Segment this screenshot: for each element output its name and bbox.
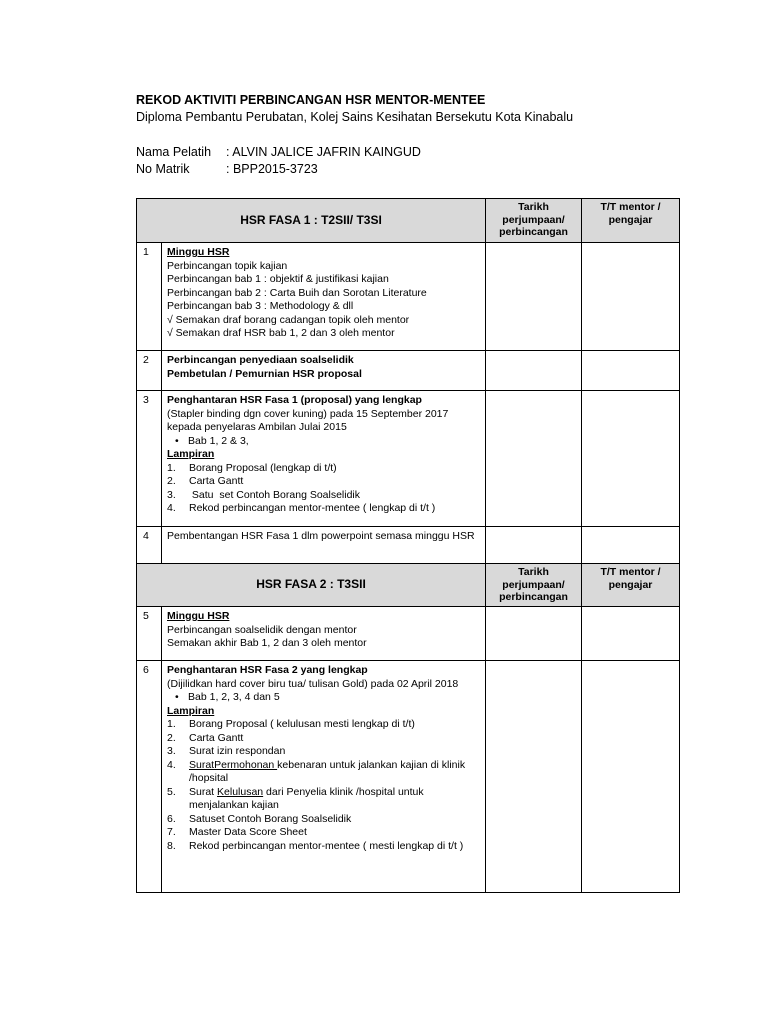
bullet-icon: • [175,434,179,447]
table-row [137,351,680,391]
row-content [162,351,486,391]
row2-line: Pembetulan / Pemurnian HSR proposal [167,367,362,380]
matrik-label: No Matrik [136,162,190,176]
table-row [137,527,680,564]
date-cell[interactable] [486,607,582,661]
list-item: 8. Rekod perbincangan mentor-mentee ( mesti lengkap di t/t ) [167,839,464,852]
row2-line: Perbincangan penyediaan soalselidik [167,354,354,366]
document-title: REKOD AKTIVITI PERBINCANGAN HSR MENTOR-MENTEE [136,93,486,107]
list-item: 4. SuratPermohonan kebenaran untuk jalankan kajian di klinik /hopsital [167,758,466,784]
date-cell[interactable] [486,243,582,351]
row5-heading: Minggu HSR [167,610,230,622]
lampiran-heading: Lampiran [167,448,215,460]
date-cell[interactable] [486,661,582,893]
phase2-date-header: Tarikh perjumpaan/ perbincangan [486,564,582,607]
row-content [162,661,486,893]
row-number: 5 [137,607,162,661]
row-number: 6 [137,661,162,893]
phase1-date-header: Tarikh perjumpaan/ perbincangan [486,199,582,243]
bullet-icon: • [175,691,179,703]
row3-heading: Penghantaran HSR Fasa 1 (proposal) yang lengkap [167,394,422,406]
row5-line: Perbincangan soalselidik dengan mentor [167,623,357,636]
phase1-title: HSR FASA 1 : T2SII/ T3SI [137,199,486,243]
row-content [162,243,486,351]
bullet-item [167,435,481,449]
activity-table [136,198,680,893]
row5-line: Semakan akhir Bab 1, 2 dan 3 oleh mentor [167,637,367,649]
row1-line: Perbincangan bab 3 : Methodology & dll [167,300,354,312]
signature-cell[interactable] [582,243,680,351]
signature-cell[interactable] [582,607,680,661]
list-item: 2. Carta Gantt [167,731,244,744]
phase2-sign-header: T/T mentor / pengajar [582,564,680,607]
signature-cell[interactable] [582,527,680,564]
list-item: 3. Surat izin respondan [167,745,286,757]
list-item: 6. Satuset Contoh Borang Soalselidik [167,812,352,825]
bullet-item [167,691,481,705]
table-row [137,607,680,661]
row-number: 1 [137,243,162,351]
row-content: Pembentangan HSR Fasa 1 dlm powerpoint semasa minggu HSR [162,527,486,564]
phase1-header-row [137,199,680,243]
bullet-text: Bab 1, 2 & 3, [188,434,249,447]
table-row [137,391,680,527]
phase2-header-row [137,564,680,607]
matrik-value: : BPP2015-3723 [226,162,318,176]
list-item: 4. Rekod perbincangan mentor-mentee ( lengkap di t/t ) [167,502,436,514]
row-number: 3 [137,391,162,527]
list-item: 1. Borang Proposal (lengkap di t/t) [167,461,337,474]
row-content [162,391,486,527]
matrik-row [136,162,318,176]
row-number: 4 [137,527,162,564]
row-number: 2 [137,351,162,391]
list-item: 7. Master Data Score Sheet [167,826,307,838]
list-item: 2. Carta Gantt [167,475,244,487]
row3-line: kepada penyelaras Ambilan Julai 2015 [167,421,347,433]
list-item: 5. Surat Kelulusan dari Penyelia klinik /hospital untuk menjalankan kajian [167,785,424,811]
list-item: 3. Satu set Contoh Borang Soalselidik [167,488,361,501]
table-row [137,243,680,351]
document-subtitle: Diploma Pembantu Perubatan, Kolej Sains Kesihatan Bersekutu Kota Kinabalu [136,110,574,124]
phase2-title: HSR FASA 2 : T3SII [137,564,486,607]
signature-cell[interactable] [582,391,680,527]
row6-line: (Dijilidkan hard cover biru tua/ tulisan Gold) pada 02 April 2018 [167,677,459,690]
trainee-name-value: : ALVIN JALICE JAFRIN KAINGUD [226,145,421,159]
trainee-name-row [136,145,421,159]
row1-heading: Minggu HSR [167,246,230,258]
trainee-name-label: Nama Pelatih [136,145,212,159]
row-content [162,607,486,661]
row1-line: √ Semakan draf HSR bab 1, 2 dan 3 oleh mentor [167,327,395,339]
date-cell[interactable] [486,527,582,564]
signature-cell[interactable] [582,351,680,391]
table-row [137,661,680,893]
lampiran-heading: Lampiran [167,704,215,717]
row1-line: Perbincangan topik kajian [167,259,288,272]
row1-line: Perbincangan bab 1 : objektif & justifikasi kajian [167,273,389,285]
row1-line: Perbincangan bab 2 : Carta Buih dan Sorotan Literature [167,286,427,299]
date-cell[interactable] [486,391,582,527]
phase1-sign-header: T/T mentor / pengajar [582,199,680,243]
date-cell[interactable] [486,351,582,391]
row1-line: √ Semakan draf borang cadangan topik oleh mentor [167,313,410,326]
row6-heading: Penghantaran HSR Fasa 2 yang lengkap [167,664,368,676]
list-item: 1. Borang Proposal ( kelulusan mesti lengkap di t/t) [167,718,415,730]
row3-line: (Stapler binding dgn cover kuning) pada 15 September 2017 [167,407,449,420]
signature-cell[interactable] [582,661,680,893]
bullet-text: Bab 1, 2, 3, 4 dan 5 [188,691,280,703]
